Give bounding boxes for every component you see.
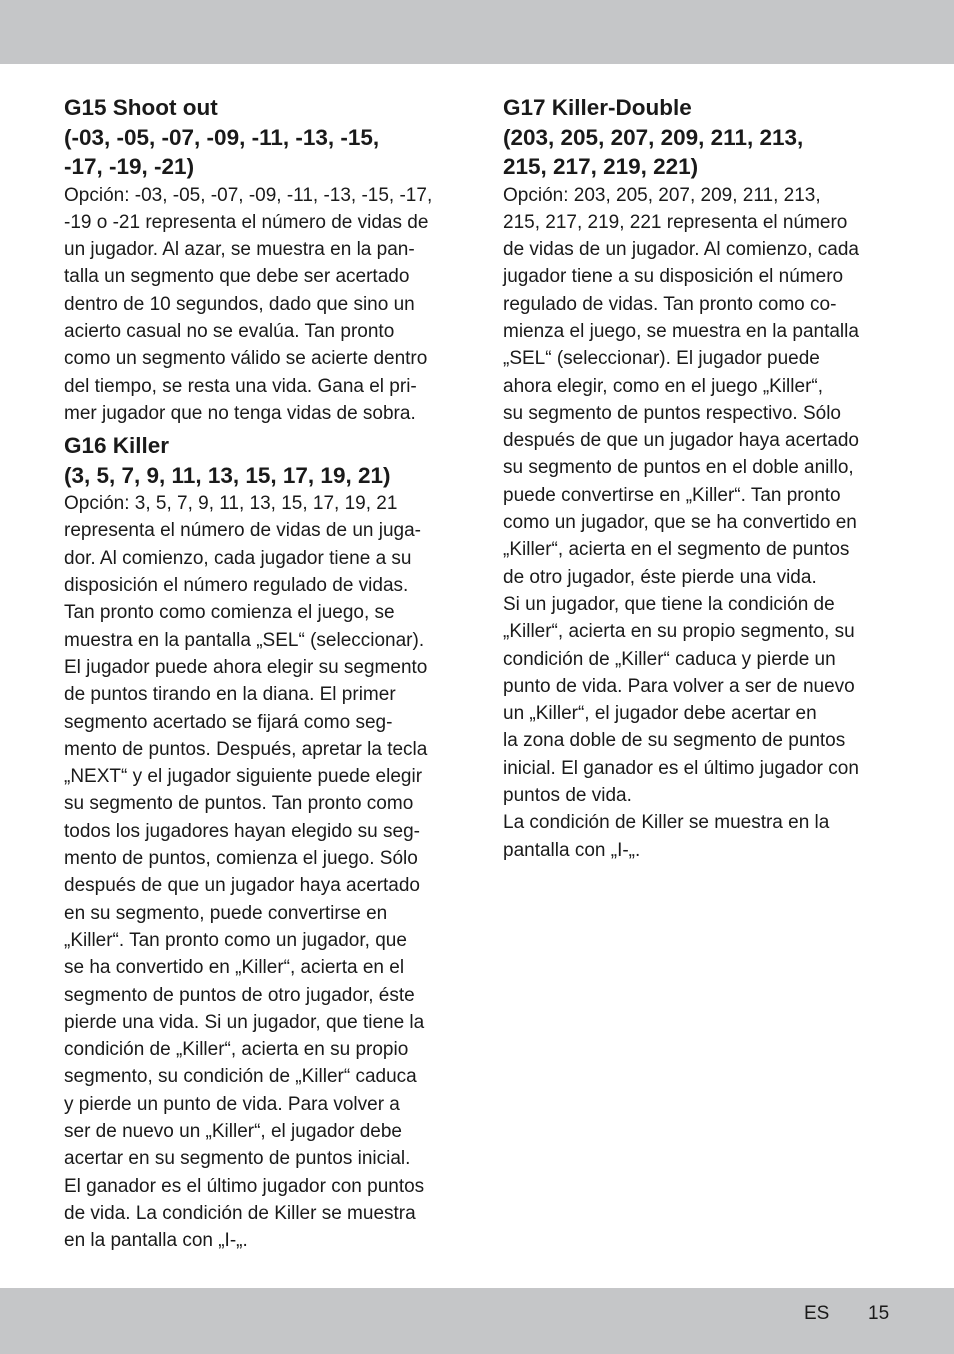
body-line: en su segmento, puede convertirse en — [64, 902, 388, 924]
body-line: talla un segmento que debe ser acertado — [64, 266, 410, 288]
body-line: como un segmento válido se acierte dentro — [64, 348, 428, 370]
section-body — [64, 490, 454, 1254]
body-line: „SEL“ (seleccionar). El jugador puede — [503, 348, 820, 370]
body-line: condición de „Killer“, acierta en su propio — [64, 1039, 409, 1061]
section-title — [64, 431, 454, 490]
title-line: (-03, -05, -07, -09, -11, -13, -15, — [64, 124, 380, 150]
body-line: segmento de puntos de otro jugador, éste — [64, 984, 415, 1006]
left-column — [64, 93, 454, 1254]
body-line: Opción: 3, 5, 7, 9, 11, 13, 15, 17, 19, 21 — [64, 493, 398, 515]
body-line: 215, 217, 219, 221 representa el número — [503, 211, 848, 233]
body-line: „Killer“, acierta en su propio segmento, su — [503, 621, 855, 643]
body-line: El ganador es el último jugador con puntos — [64, 1175, 425, 1197]
section-title — [64, 93, 454, 182]
body-line: regulado de vidas. Tan pronto como co- — [503, 293, 837, 315]
body-line: acertar en su segmento de puntos inicial. — [64, 1148, 411, 1170]
body-line: Tan pronto como comienza el juego, se — [64, 602, 395, 624]
body-line: de otro jugador, éste pierde una vida. — [503, 566, 817, 588]
body-line: condición de „Killer“ caduca y pierde un — [503, 648, 836, 670]
body-line: puntos de vida. — [503, 785, 632, 807]
title-line: G15 Shoot out — [64, 95, 218, 120]
body-line: acierto casual no se evalúa. Tan pronto — [64, 320, 395, 342]
title-line: (3, 5, 7, 9, 11, 13, 15, 17, 19, 21) — [64, 462, 391, 488]
body-line: dor. Al comienzo, cada jugador tiene a su — [64, 547, 412, 569]
body-line: de puntos tirando en la diana. El primer — [64, 684, 396, 706]
section-body — [64, 182, 454, 428]
body-line: „Killer“, acierta en el segmento de puntos — [503, 539, 850, 561]
body-line: se ha convertido en „Killer“, acierta en el — [64, 957, 405, 979]
body-line: después de que un jugador haya acertado — [503, 430, 859, 452]
body-line: inicial. El ganador es el último jugador con — [503, 757, 859, 779]
body-line: un jugador. Al azar, se muestra en la pan- — [64, 239, 415, 261]
body-line: disposición el número regulado de vidas. — [64, 575, 409, 597]
title-line: 215, 217, 219, 221) — [503, 154, 699, 179]
header-band — [0, 0, 954, 64]
body-line: ahora elegir, como en el juego „Killer“, — [503, 375, 824, 397]
section-body — [503, 182, 895, 864]
body-line: la zona doble de su segmento de puntos — [503, 730, 846, 752]
body-line: Opción: 203, 205, 207, 209, 211, 213, — [503, 184, 821, 206]
body-line: „NEXT“ y el jugador siguiente puede elegir — [64, 766, 423, 788]
body-line: -19 o -21 representa el número de vidas de — [64, 211, 429, 233]
section-g17 — [503, 93, 895, 864]
body-line: su segmento de puntos. Tan pronto como — [64, 793, 414, 815]
body-line: dentro de 10 segundos, dado que sino un — [64, 293, 415, 315]
body-line: El jugador puede ahora elegir su segmento — [64, 656, 428, 678]
title-line: -17, -19, -21) — [64, 154, 195, 179]
body-line: de vida. La condición de Killer se muestra — [64, 1202, 416, 1224]
body-line: del tiempo, se resta una vida. Gana el pri- — [64, 375, 417, 397]
body-line: mento de puntos. Después, apretar la tecla — [64, 738, 428, 760]
body-line: su segmento de puntos respectivo. Sólo — [503, 402, 841, 424]
body-line: segmento acertado se fijará como seg- — [64, 711, 393, 733]
page-number: 15 — [868, 1303, 890, 1324]
body-line: pierde una vida. Si un jugador, que tiene la — [64, 1011, 425, 1033]
title-line: (203, 205, 207, 209, 211, 213, — [503, 124, 804, 150]
body-line: Si un jugador, que tiene la condición de — [503, 593, 835, 615]
body-line: mer jugador que no tenga vidas de sobra. — [64, 402, 416, 424]
right-column — [503, 93, 895, 864]
body-line: un „Killer“, el jugador debe acertar en — [503, 703, 817, 725]
language-code: ES — [804, 1303, 830, 1324]
section-g16 — [64, 431, 454, 1254]
body-line: todos los jugadores hayan elegido su seg- — [64, 820, 420, 842]
body-line: jugador tiene a su disposición el número — [503, 266, 844, 288]
body-line: pantalla con „I-„. — [503, 839, 641, 861]
body-line: como un jugador, que se ha convertido en — [503, 512, 857, 534]
body-line: Opción: -03, -05, -07, -09, -11, -13, -15, -17, — [64, 184, 433, 206]
body-line: después de que un jugador haya acertado — [64, 875, 420, 897]
body-line: mento de puntos, comienza el juego. Sólo — [64, 848, 418, 870]
body-line: de vidas de un jugador. Al comienzo, cada — [503, 239, 859, 261]
section-g15 — [64, 93, 454, 427]
body-line: en la pantalla con „I-„. — [64, 1230, 248, 1252]
body-line: „Killer“. Tan pronto como un jugador, que — [64, 929, 407, 951]
title-line: G16 Killer — [64, 433, 170, 459]
body-line: su segmento de puntos en el doble anillo, — [503, 457, 854, 479]
body-line: representa el número de vidas de un juga- — [64, 520, 422, 542]
body-line: mienza el juego, se muestra en la pantalla — [503, 320, 859, 342]
body-line: segmento, su condición de „Killer“ caduca — [64, 1066, 417, 1088]
body-line: y pierde un punto de vida. Para volver a — [64, 1093, 400, 1115]
body-line: La condición de Killer se muestra en la — [503, 812, 830, 834]
body-line: muestra en la pantalla „SEL“ (seleccionar). — [64, 629, 425, 651]
body-line: puede convertirse en „Killer“. Tan pronto — [503, 484, 841, 506]
title-line: G17 Killer-Double — [503, 95, 692, 120]
section-title — [503, 93, 895, 182]
body-line: ser de nuevo un „Killer“, el jugador debe — [64, 1121, 402, 1142]
body-line: punto de vida. Para volver a ser de nuevo — [503, 675, 855, 697]
